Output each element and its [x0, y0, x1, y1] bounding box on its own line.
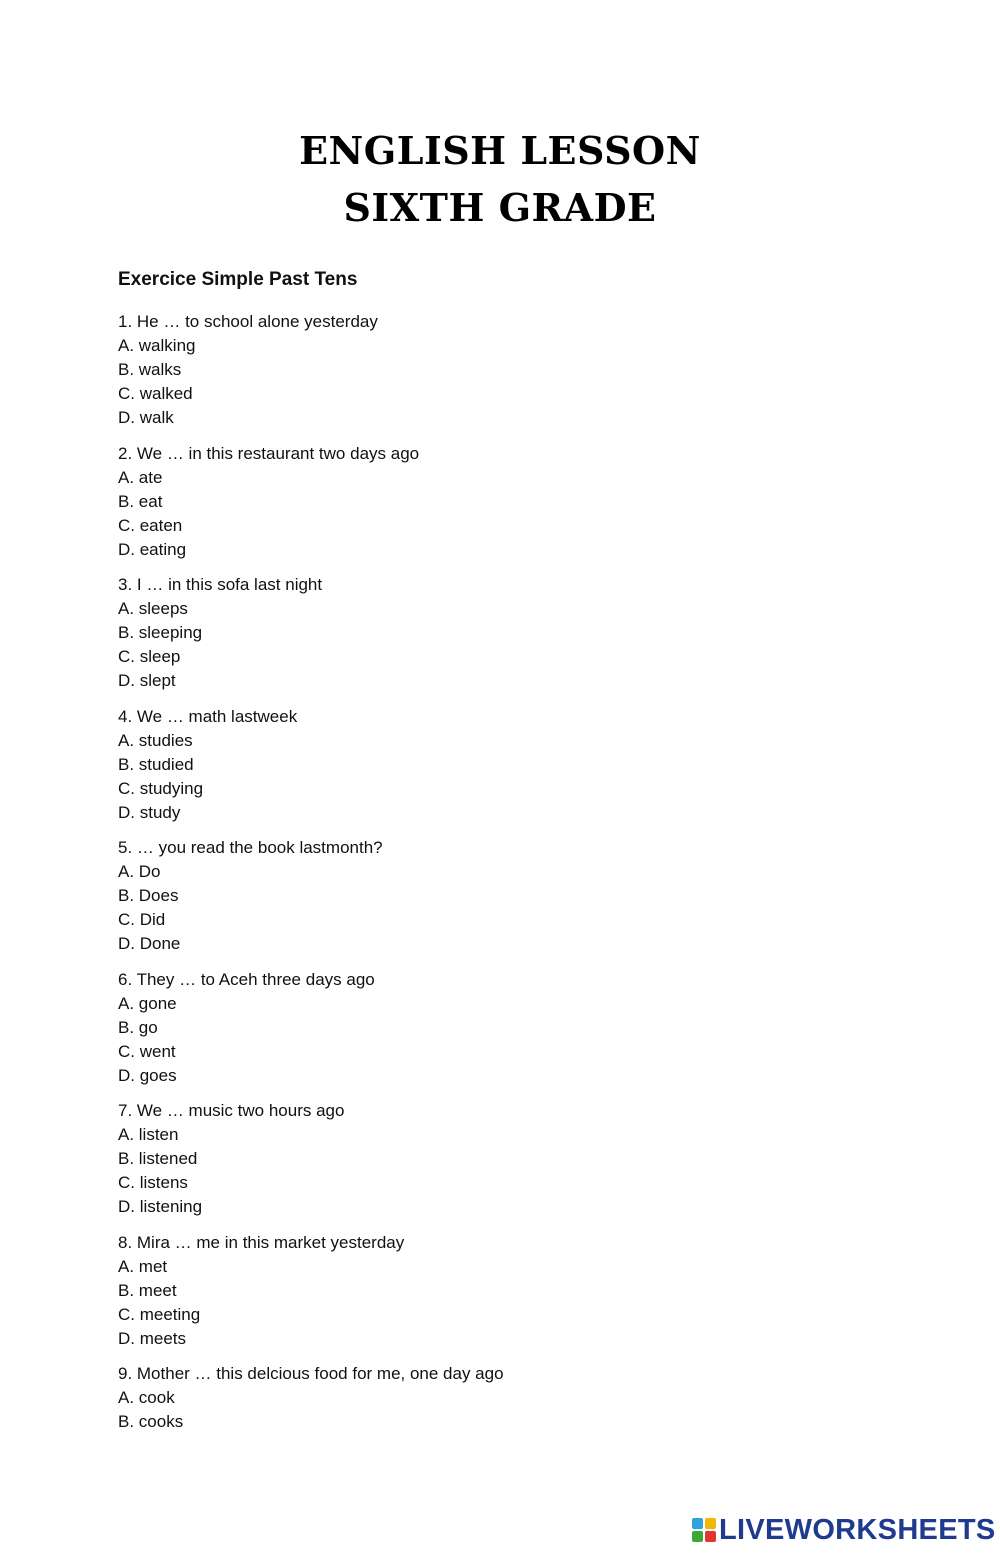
question-text: 9. Mother … this delcious food for me, one day ago — [118, 1364, 504, 1383]
option-c: C. studying — [118, 778, 204, 798]
option-d: D. goes — [118, 1065, 177, 1085]
page-title: ENGLISH LESSON — [299, 128, 701, 173]
option-a: A. cook — [118, 1388, 175, 1407]
option-c: C. meeting — [118, 1304, 201, 1324]
question-2 — [118, 442, 918, 562]
option-a: A. walking — [118, 336, 196, 355]
question-text: 8. Mira … me in this market yesterday — [118, 1232, 405, 1252]
option-d: D. walk — [118, 408, 174, 427]
option-a: A. Do — [118, 862, 161, 881]
option-b: B. eat — [118, 491, 163, 511]
option-a: A. sleeps — [118, 599, 188, 618]
option-a: A. listen — [118, 1125, 179, 1144]
option-c: C. eaten — [118, 515, 183, 535]
question-1 — [118, 310, 918, 430]
question-list — [118, 310, 918, 1446]
option-d: D. Done — [118, 934, 181, 953]
option-a: A. gone — [118, 993, 177, 1013]
option-b: B. go — [118, 1017, 158, 1037]
option-a: A. met — [118, 1256, 168, 1276]
option-d: D. meets — [118, 1328, 187, 1348]
question-3 — [118, 573, 918, 693]
question-9 — [118, 1362, 918, 1434]
option-d: D. eating — [118, 539, 187, 559]
logo-text: LIVEWORKSHEETS — [719, 1514, 996, 1546]
question-5 — [118, 836, 918, 956]
liveworksheets-logo — [692, 1512, 996, 1548]
option-a: A. studies — [118, 730, 193, 750]
question-4 — [118, 705, 918, 825]
option-c: C. Did — [118, 910, 166, 929]
question-8 — [118, 1231, 918, 1351]
question-text: 3. I … in this sofa last night — [118, 575, 323, 594]
option-b: B. cooks — [118, 1412, 184, 1431]
question-7 — [118, 1099, 918, 1219]
question-text: 6. They … to Aceh three days ago — [118, 969, 375, 989]
question-6 — [118, 968, 918, 1088]
question-text: 2. We … in this restaurant two days ago — [118, 443, 420, 463]
option-b: B. meet — [118, 1280, 177, 1300]
option-d: D. listening — [118, 1197, 203, 1216]
option-c: C. listens — [118, 1173, 188, 1192]
liveworksheets-logo-icon — [692, 1518, 716, 1542]
option-b: B. walks — [118, 360, 182, 379]
option-d: D. slept — [118, 671, 176, 690]
option-c: C. went — [118, 1041, 176, 1061]
question-text: 7. We … music two hours ago — [118, 1101, 345, 1120]
option-c: C. sleep — [118, 647, 181, 666]
option-d: D. study — [118, 802, 181, 822]
option-b: B. sleeping — [118, 623, 203, 642]
question-text: 1. He … to school alone yesterday — [118, 312, 378, 331]
option-c: C. walked — [118, 384, 193, 403]
option-b: B. studied — [118, 754, 194, 774]
option-b: B. Does — [118, 886, 179, 905]
question-text: 4. We … math lastweek — [118, 706, 298, 726]
option-b: B. listened — [118, 1149, 198, 1168]
question-text: 5. … you read the book lastmonth? — [118, 838, 383, 857]
page-subtitle: SIXTH GRADE — [343, 185, 657, 230]
exercise-heading: Exercice Simple Past Tens — [118, 269, 358, 290]
option-a: A. ate — [118, 467, 163, 487]
